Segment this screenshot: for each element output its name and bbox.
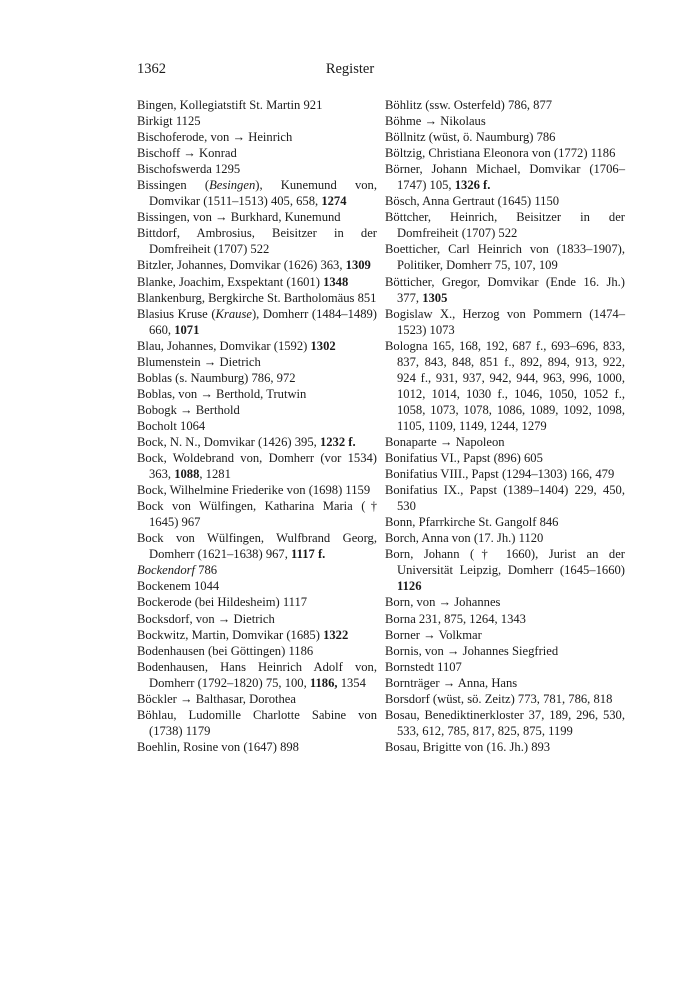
index-entry xyxy=(385,145,625,161)
index-entry xyxy=(385,643,625,659)
index-entry xyxy=(137,643,377,659)
index-entry xyxy=(385,594,625,610)
entry-text: Böhme → Nikolaus xyxy=(385,114,486,129)
entry-text: Bock, Woldebrand von, Domherr (vor 1534) 363, xyxy=(137,451,377,482)
index-entry xyxy=(385,659,625,675)
entry-text: Boblas, von → Berthold, Trutwin xyxy=(137,386,307,401)
running-head: Register xyxy=(325,61,375,77)
index-entry xyxy=(137,386,377,402)
entry-text: Bogislaw X., Herzog von Pommern (1474–1523) 1073 xyxy=(385,306,625,337)
index-entry xyxy=(137,562,377,578)
entry-text: Bonn, Pfarrkirche St. Gangolf 846 xyxy=(385,515,559,530)
entry-text: Borch, Anna von (17. Jh.) 1120 xyxy=(385,531,544,546)
entry-text: Bischoff → Konrad xyxy=(137,146,237,161)
entry-text: ), Domherr (1484–1489) 660, xyxy=(149,306,377,337)
entry-text: Böhlau, Ludomille Charlotte Sabine von (1738) 1179 xyxy=(137,707,377,738)
index-entry xyxy=(385,611,625,627)
entry-text: Bornstedt 1107 xyxy=(385,659,462,674)
index-entry xyxy=(137,739,377,755)
entry-text: Böttcher, Heinrich, Beisitzer in der Domfreiheit (1707) 522 xyxy=(385,210,625,241)
page-ref-bold: 1326 f. xyxy=(454,178,491,193)
entry-text: Bonaparte → Napoleon xyxy=(385,434,505,449)
entry-text: Bornträger → Anna, Hans xyxy=(385,675,518,690)
entry-text: Bosau, Brigitte von (16. Jh.) 893 xyxy=(385,739,551,754)
index-entry xyxy=(385,129,625,145)
page-ref-bold: 1126 xyxy=(397,579,422,594)
index-entry xyxy=(385,209,625,241)
entry-text: Bologna 165, 168, 192, 687 f., 693–696, 833, 837, 843, 848, 851 f., 892, 894, 913, 922, 924 f., 931, 937, 942, 944, 963, 996, 1000, 1012, 1014, 1030 f., 1046, 1050, 1052 f., 1058, 1073, 1078, 1086, 1089, 1092, 1098, 1105, 1109, 1149, 1244, 1279 xyxy=(385,338,625,433)
entry-text: Bischoferode, von → Heinrich xyxy=(137,130,293,145)
entry-text: Boblas (s. Naumburg) 786, 972 xyxy=(137,370,296,385)
index-entry xyxy=(137,418,377,434)
index-entry xyxy=(385,193,625,209)
index-entry xyxy=(137,225,377,257)
index-entry xyxy=(137,578,377,594)
index-entry xyxy=(137,659,377,691)
entry-text: Böckler → Balthasar, Dorothea xyxy=(137,691,296,706)
index-entry xyxy=(137,434,377,450)
index-entry xyxy=(385,97,625,113)
index-entry xyxy=(385,306,625,338)
entry-text: Borna 231, 875, 1264, 1343 xyxy=(385,611,526,626)
entry-text: Blumenstein → Dietrich xyxy=(137,354,261,369)
page-ref-bold: 1117 f. xyxy=(291,547,326,562)
entry-text: Blasius Kruse ( xyxy=(137,306,216,321)
page-ref-bold: 1305 xyxy=(422,290,448,305)
entry-text: Bingen, Kollegiatstift St. Martin 921 xyxy=(137,98,323,112)
entry-text: Boehlin, Rosine von (1647) 898 xyxy=(137,739,299,754)
entry-text: Bockerode (bei Hildesheim) 1117 xyxy=(137,595,308,610)
index-entry xyxy=(385,434,625,450)
entry-text: Bodenhausen, Hans Heinrich Adolf von, Domherr (1792–1820) 75, 100, xyxy=(137,659,377,690)
entry-text: Bock, Wilhelmine Friederike von (1698) 1159 xyxy=(137,483,371,498)
index-entry xyxy=(137,530,377,562)
index-entry xyxy=(385,739,625,755)
page-ref-bold: 1186, xyxy=(309,675,338,690)
entry-text: Bockenem 1044 xyxy=(137,579,220,594)
entry-text: Borsdorf (wüst, sö. Zeitz) 773, 781, 786, 818 xyxy=(385,691,613,706)
page-ref-bold: 1302 xyxy=(310,338,336,353)
entry-text: 786 xyxy=(195,563,218,578)
entry-text: Bornis, von → Johannes Siegfried xyxy=(385,643,559,658)
entry-text: , 1281 xyxy=(199,467,231,482)
index-entry xyxy=(137,113,377,129)
entry-text: Bissingen, von → Burkhard, Kunemund xyxy=(137,210,341,225)
index-entry xyxy=(137,129,377,145)
index-entry xyxy=(385,675,625,691)
entry-text: Born, Johann († 1660), Jurist an der Universität Leipzig, Domherr (1645–1660) xyxy=(385,547,625,578)
entry-text: Born, von → Johannes xyxy=(385,595,501,610)
entry-text: Bischofswerda 1295 xyxy=(137,162,241,177)
entry-text: Blankenburg, Bergkirche St. Bartholomäus 851 xyxy=(137,290,377,305)
index-entry xyxy=(137,97,377,113)
entry-text: Börner, Johann Michael, Domvikar (1706–1747) 105, xyxy=(385,162,625,193)
entry-text: Bock, N. N., Domvikar (1426) 395, xyxy=(137,434,320,449)
page-number: 1362 xyxy=(137,61,166,77)
index-entry xyxy=(137,611,377,627)
entry-text: Bocholt 1064 xyxy=(137,418,206,433)
entry-text: Blanke, Joachim, Exspektant (1601) xyxy=(137,274,324,289)
entry-text: Bonifatius IX., Papst (1389–1404) 229, 450, 530 xyxy=(385,483,625,514)
page-ref-bold: 1274 xyxy=(321,194,347,209)
index-entry xyxy=(137,354,377,370)
entry-text: Bobogk → Berthold xyxy=(137,402,240,417)
index-entry xyxy=(137,370,377,386)
index-entry xyxy=(385,450,625,466)
page-ref-bold: 1348 xyxy=(323,274,349,289)
page-ref-bold: 1232 f. xyxy=(319,434,356,449)
page-ref-bold: 1309 xyxy=(345,258,371,273)
index-entry xyxy=(385,707,625,739)
index-entry xyxy=(137,257,377,273)
index-entry xyxy=(137,402,377,418)
index-entry xyxy=(385,514,625,530)
index-entry xyxy=(137,209,377,225)
entry-text: Bock von Wülfingen, Katharina Maria († 1645) 967 xyxy=(137,499,377,530)
index-entry xyxy=(385,241,625,273)
index-entry xyxy=(385,338,625,434)
index-entry xyxy=(385,274,625,306)
variant-name-italic: Krause xyxy=(215,306,252,321)
index-entry xyxy=(137,707,377,739)
index-entry xyxy=(137,482,377,498)
index-entry xyxy=(137,627,377,643)
entry-text: Bocksdorf, von → Dietrich xyxy=(137,611,275,626)
index-entry xyxy=(385,530,625,546)
entry-text: Bock von Wülfingen, Wulfbrand Georg, Domherr (1621–1638) 967, xyxy=(137,531,377,562)
entry-text: Bötticher, Gregor, Domvikar (Ende 16. Jh.) 377, xyxy=(385,274,625,305)
page-ref-bold: 1088 xyxy=(174,467,200,482)
index-entry xyxy=(137,161,377,177)
entry-text: Blau, Johannes, Domvikar (1592) xyxy=(137,338,311,353)
page-ref-bold: 1071 xyxy=(174,322,200,337)
index-entry xyxy=(137,450,377,482)
entry-text: Bitzler, Johannes, Domvikar (1626) 363, xyxy=(137,258,346,273)
index-entry xyxy=(137,274,377,290)
entry-text: Boetticher, Carl Heinrich von (1833–1907), Politiker, Domherr 75, 107, 109 xyxy=(385,242,625,273)
entry-text: Bissingen ( xyxy=(137,178,210,193)
index-entry xyxy=(385,466,625,482)
index-entry xyxy=(385,161,625,193)
index-entry xyxy=(137,145,377,161)
entry-text: Böhlitz (ssw. Osterfeld) 786, 877 xyxy=(385,98,553,112)
page-ref-bold: 1322 xyxy=(323,627,349,642)
entry-text: Bösch, Anna Gertraut (1645) 1150 xyxy=(385,194,560,209)
entry-text: Bodenhausen (bei Göttingen) 1186 xyxy=(137,643,314,658)
entry-text: 1354 xyxy=(337,675,366,690)
index-entry xyxy=(385,546,625,594)
index-entry xyxy=(137,498,377,530)
variant-name-italic: Bockendorf xyxy=(137,563,196,578)
index-entry xyxy=(137,306,377,338)
entry-text: Bittdorf, Ambrosius, Beisitzer in der Domfreiheit (1707) 522 xyxy=(137,226,377,257)
index-entry xyxy=(385,691,625,707)
entry-text: Böllnitz (wüst, ö. Naumburg) 786 xyxy=(385,130,556,145)
index-entry xyxy=(137,177,377,209)
entry-text: ), Kunemund von, Domvikar (1511–1513) 405, 658, xyxy=(149,178,377,209)
index-entry xyxy=(137,290,377,306)
index-entry xyxy=(137,594,377,610)
entry-text: Bonifatius VI., Papst (896) 605 xyxy=(385,451,543,466)
entry-text: Bonifatius VIII., Papst (1294–1303) 166, 479 xyxy=(385,467,615,482)
entry-text: Bosau, Benediktinerkloster 37, 189, 296, 530, 533, 612, 785, 817, 825, 875, 1199 xyxy=(385,707,625,738)
index-entry xyxy=(385,627,625,643)
entry-text: Birkigt 1125 xyxy=(137,114,201,129)
index-entry xyxy=(385,113,625,129)
index-column-left xyxy=(137,97,377,755)
index-entry xyxy=(137,691,377,707)
entry-text: Bockwitz, Martin, Domvikar (1685) xyxy=(137,627,324,642)
index-entry xyxy=(385,482,625,514)
entry-text: Borner → Volkmar xyxy=(385,627,482,642)
index-column-right xyxy=(385,97,625,755)
entry-text: Böltzig, Christiana Eleonora von (1772) 1186 xyxy=(385,146,616,161)
index-entry xyxy=(137,338,377,354)
variant-name-italic: Besingen xyxy=(209,178,256,193)
